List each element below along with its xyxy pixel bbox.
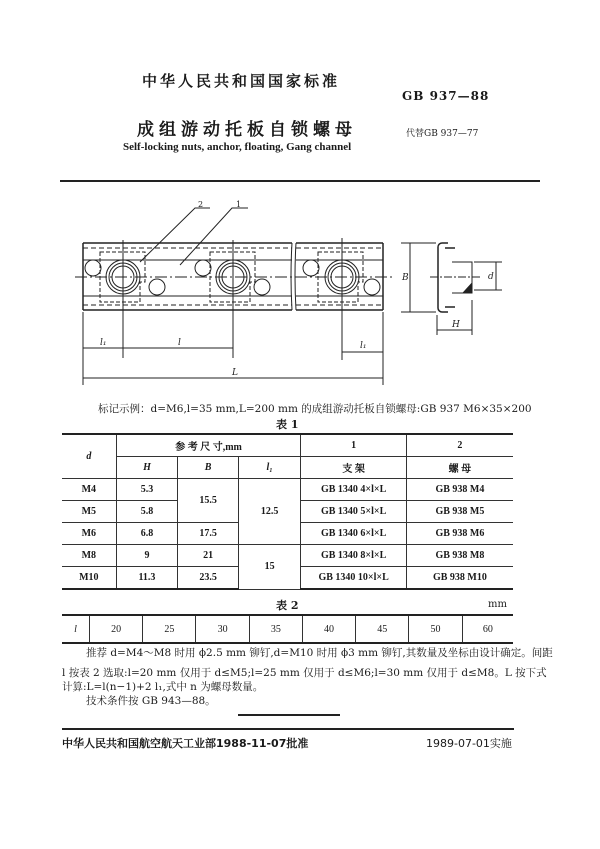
dim-l: l	[178, 338, 181, 348]
cell-l1: 12.5	[238, 479, 301, 545]
cell-H: 5.3	[116, 479, 178, 501]
cell-H: 6.8	[116, 523, 178, 545]
cell-d: M8	[62, 545, 116, 567]
note-line-4: 技术条件按 GB 943—88。	[86, 695, 216, 707]
marking-example: 标记示例：d=M6,l=35 mm,L=200 mm 的成组游动托板自锁螺母:GB 937 M6×35×200	[98, 403, 532, 415]
center-lines	[123, 238, 342, 360]
header-d: d	[62, 434, 116, 479]
note-line-2: l 按表 2 选取:l=20 mm 仅用于 d≤M5;l=25 mm 仅用于 d≤M6;l=30 mm 仅用于 d≤M8。L 按下式	[62, 667, 547, 679]
dim-H: H	[452, 320, 460, 330]
document-title: 成组游动托板自锁螺母	[137, 120, 357, 140]
footer-rule	[62, 728, 514, 730]
cell-d: M6	[62, 523, 116, 545]
dimension-lines	[83, 243, 502, 385]
table2-unit: mm	[488, 599, 507, 610]
table-1	[62, 433, 513, 590]
cell-B: 17.5	[178, 523, 239, 545]
dim-l1-left: l₁	[100, 338, 107, 348]
table-row	[62, 545, 513, 567]
header-col2: 2	[406, 434, 513, 457]
header-B: B	[178, 457, 239, 479]
cell-value: 50	[409, 615, 462, 643]
header-ref-dims: 参 考 尺 寸,mm	[116, 434, 301, 457]
cell-bracket: GB 1340 5×l×L	[301, 501, 406, 523]
note-line-3: 计算:L=l(n−1)+2 l₁,式中 n 为螺母数量。	[62, 681, 264, 693]
cell-value: 45	[356, 615, 409, 643]
part-1-label: 1	[236, 200, 242, 209]
cell-nut: GB 938 M5	[406, 501, 513, 523]
cell-B: 21	[178, 545, 239, 567]
header-bracket: 支 架	[301, 457, 406, 479]
replaces-note: 代替GB 937—77	[406, 129, 479, 139]
header-col1: 1	[301, 434, 406, 457]
cell-value: 20	[90, 615, 143, 643]
cell-nut: GB 938 M4	[406, 479, 513, 501]
cell-d: M10	[62, 567, 116, 590]
cell-bracket: GB 1340 10×l×L	[301, 567, 406, 590]
cell-H: 5.8	[116, 501, 178, 523]
cell-value: 35	[249, 615, 302, 643]
technical-drawing	[0, 0, 600, 400]
cell-H: 11.3	[116, 567, 178, 590]
cell-bracket: GB 1340 8×l×L	[301, 545, 406, 567]
effective-date: 1989-07-01实施	[426, 737, 512, 750]
cell-B: 23.5	[178, 567, 239, 590]
table-2	[62, 614, 513, 644]
cell-value: 40	[302, 615, 355, 643]
cell-bracket: GB 1340 6×l×L	[301, 523, 406, 545]
header-l1: l₁	[238, 457, 301, 479]
cell-l1: 15	[238, 545, 301, 590]
cell-bracket: GB 1340 4×l×L	[301, 479, 406, 501]
english-title: Self-locking nuts, anchor, floating, Gang channel	[123, 141, 352, 153]
dim-L: L	[232, 368, 238, 378]
cell-nut: GB 938 M6	[406, 523, 513, 545]
dim-B: B	[402, 273, 409, 283]
cell-H: 9	[116, 545, 178, 567]
table-row	[62, 479, 513, 501]
approval-note: 中华人民共和国航空航天工业部1988-11-07批准	[62, 737, 309, 750]
cell-value: 60	[462, 615, 513, 643]
table-row	[62, 615, 513, 643]
short-rule	[238, 714, 340, 716]
cell-l-label: l	[62, 615, 90, 643]
cell-d: M4	[62, 479, 116, 501]
table2-caption: 表 2	[276, 599, 299, 612]
cell-nut: GB 938 M8	[406, 545, 513, 567]
header-H: H	[116, 457, 178, 479]
cell-d: M5	[62, 501, 116, 523]
dim-l1-right: l₁	[360, 341, 367, 351]
header-nut: 螺 母	[406, 457, 513, 479]
note-line-1: 推荐 d=M4～M8 时用 ϕ2.5 mm 铆钉,d=M10 时用 ϕ3 mm 铆钉,其数量及坐标由设计确定。间距	[86, 647, 553, 659]
standard-number: GB 937—88	[402, 89, 490, 103]
cell-nut: GB 938 M10	[406, 567, 513, 590]
cell-value: 25	[143, 615, 196, 643]
leaders	[140, 208, 248, 265]
table1-caption: 表 1	[276, 418, 299, 431]
national-standard-heading: 中华人民共和国国家标准	[142, 72, 341, 90]
part-2-label: 2	[198, 200, 204, 209]
cell-B: 15.5	[178, 479, 239, 523]
cell-value: 30	[196, 615, 249, 643]
dim-d: d	[488, 272, 494, 282]
